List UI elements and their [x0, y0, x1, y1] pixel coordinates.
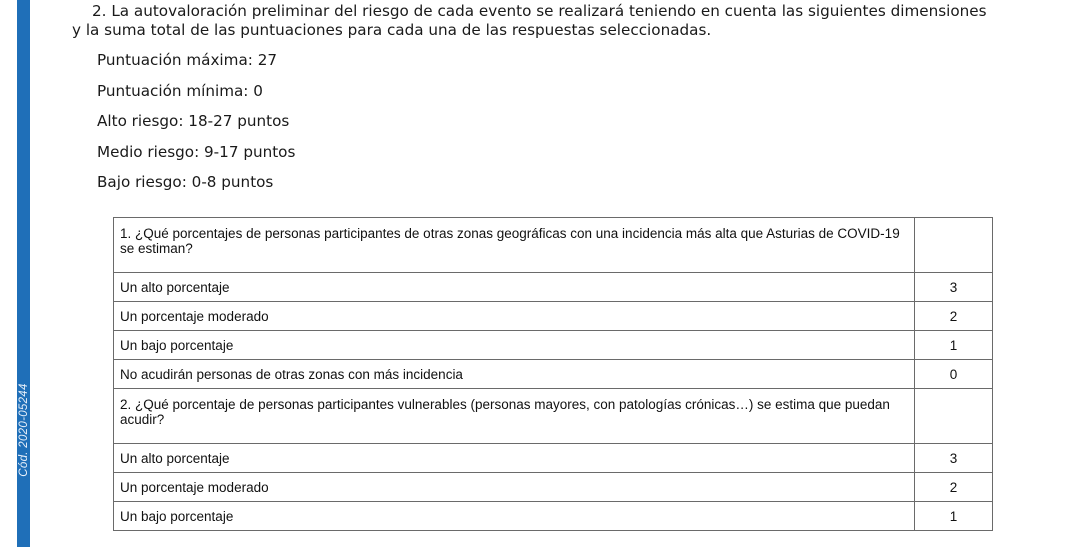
risk-assessment-table	[113, 217, 993, 531]
option-score: 3	[915, 273, 993, 302]
document-code-text: Cód. 2020-05244	[17, 383, 30, 477]
option-label: Un alto porcentaje	[114, 444, 915, 473]
option-label: Un bajo porcentaje	[114, 502, 915, 531]
risk-medium: Medio riesgo: 9-17 puntos	[97, 142, 296, 161]
risk-high: Alto riesgo: 18-27 puntos	[97, 112, 290, 130]
risk-low: Bajo riesgo: 0-8 puntos	[97, 173, 274, 191]
option-score: 1	[915, 331, 993, 360]
question-text: 2. ¿Qué porcentaje de personas participantes vulnerables (personas mayores, con patologías crónicas…) se estima que puedan acudir?	[114, 389, 915, 444]
option-row	[114, 360, 993, 389]
score-ranges	[97, 48, 295, 201]
question-row	[114, 218, 993, 273]
option-row	[114, 444, 993, 473]
option-label: No acudirán personas de otras zonas con más incidencia	[114, 360, 915, 389]
option-score: 2	[915, 302, 993, 331]
option-row	[114, 273, 993, 302]
question-score-cell	[915, 389, 993, 444]
document-code	[17, 360, 30, 500]
option-label: Un porcentaje moderado	[114, 302, 915, 331]
option-score: 1	[915, 502, 993, 531]
question-text: 1. ¿Qué porcentajes de personas participantes de otras zonas geográficas con una incidencia más alta que Asturias de COVID-19 se estiman?	[114, 218, 915, 273]
intro-line-2: y la suma total de las puntuaciones para cada una de las respuestas seleccionadas.	[72, 21, 712, 39]
option-score: 0	[915, 360, 993, 389]
option-row	[114, 302, 993, 331]
option-score: 3	[915, 444, 993, 473]
score-max: Puntuación máxima: 27	[97, 51, 278, 69]
option-label: Un bajo porcentaje	[114, 331, 915, 360]
option-row	[114, 473, 993, 502]
option-label: Un alto porcentaje	[114, 273, 915, 302]
option-row	[114, 502, 993, 531]
intro-line-1: 2. La autovaloración preliminar del riesgo de cada evento se realizará teniendo en cuenta las siguientes dimensiones	[92, 2, 987, 20]
option-score: 2	[915, 473, 993, 502]
option-row	[114, 331, 993, 360]
option-label: Un porcentaje moderado	[114, 473, 915, 502]
intro-paragraph	[72, 2, 1052, 40]
question-score-cell	[915, 218, 993, 273]
question-row	[114, 389, 993, 444]
score-min: Puntuación mínima: 0	[97, 81, 263, 100]
